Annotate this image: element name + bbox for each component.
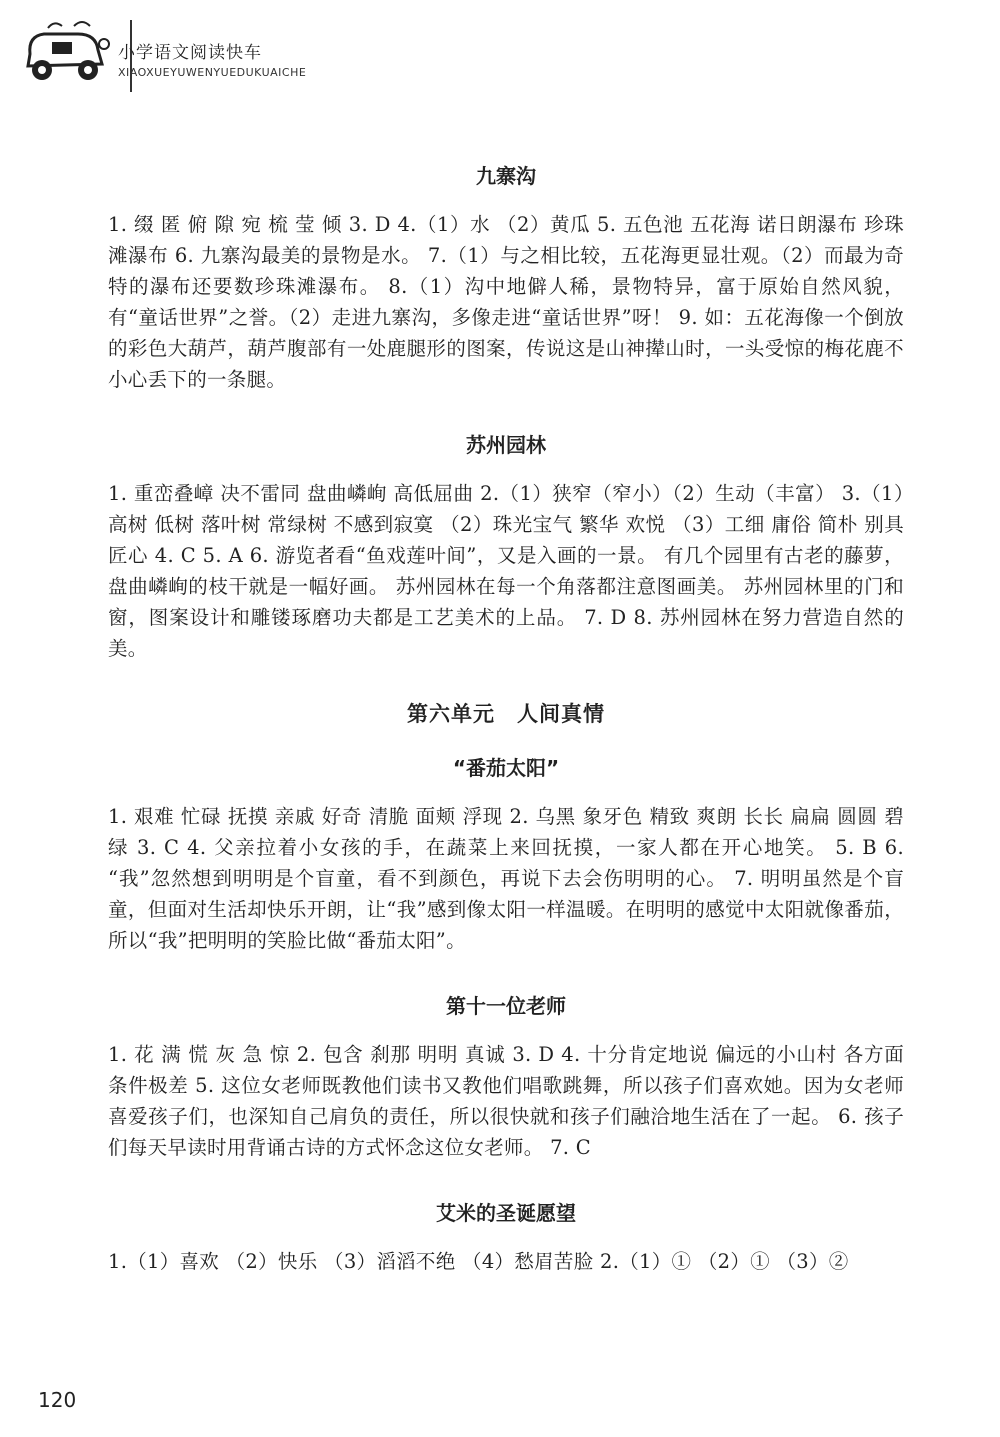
- section-title: 艾米的圣诞愿望: [436, 1201, 576, 1225]
- section-amy-christmas-wish: [108, 1197, 904, 1277]
- answer-paragraph: 1. 缀 匿 俯 隙 宛 梳 莹 倾 3. D 4.（1）水 （2）黄瓜 5. 五色池 五花海 诺日朗瀑布 珍珠滩瀑布 6. 九寨沟最美的景物是水。 7.（1）与之相比较，五花海更显壮观。（2）而最为奇特的瀑布还要数珍珠滩瀑布。 8.（1）沟中地僻人稀，景物特异，富于原始自然风貌，有“童话世界”之誉。（2）走进九寨沟，多像走进“童话世界”呀！ 9. 如：五花海像一个倒放的彩色大葫芦，葫芦腹部有一处鹿腿形的图案，传说这是山神撵山时，一头受惊的梅花鹿不小心丢下的一条腿。: [108, 213, 904, 391]
- section-tomato-sun: [108, 752, 904, 956]
- running-header: [18, 14, 518, 84]
- answer-paragraph: 1.（1）喜欢 （2）快乐 （3）滔滔不绝 （4）愁眉苦脸 2.（1）① （2）① （3）②: [108, 1250, 849, 1273]
- unit-title: 第六单元 人间真情: [407, 701, 605, 726]
- section-suzhou-gardens: [108, 429, 904, 664]
- page-number: 120: [38, 1388, 77, 1412]
- answer-paragraph: 1. 艰难 忙碌 抚摸 亲戚 好奇 清脆 面颊 浮现 2. 乌黑 象牙色 精致 爽朗 长长 扁扁 圆圆 碧绿 3. C 4. 父亲拉着小女孩的手，在蔬菜上来回抚摸，一家人都在开心地笑。 5. B 6. “我”忽然想到明明是个盲童，看不到颜色，再说下去会伤明明的心。 7. 明明虽然是个盲童，但面对生活却快乐开朗，让“我”感到像太阳一样温暖。在明明的感觉中太阳就像番茄，所以“我”把明明的笑脸比做“番茄太阳”。: [108, 805, 904, 952]
- section-title: 苏州园林: [466, 433, 546, 457]
- bus-logo-icon: [18, 14, 118, 84]
- book-title-pinyin: XIAOXUEYUWENYUEDUKUAICHE: [118, 66, 307, 79]
- answer-content: [108, 160, 904, 1311]
- section-title: 第十一位老师: [446, 994, 566, 1018]
- section-jiuzhaigou: [108, 160, 904, 395]
- section-title: 九寨沟: [476, 164, 536, 188]
- section-title: “番茄太阳”: [452, 756, 560, 780]
- answer-paragraph: 1. 重峦叠嶂 决不雷同 盘曲嶙峋 高低屈曲 2.（1）狭窄（窄小）（2）生动（丰富） 3.（1）高树 低树 落叶树 常绿树 不感到寂寞 （2）珠光宝气 繁华 欢悦 （3）工细 庸俗 简朴 别具匠心 4. C 5. A 6. 游览者看“鱼戏莲叶间”，又是入画的一景。 有几个园里有古老的藤萝，盘曲嶙峋的枝干就是一幅好画。 苏州园林在每一个角落都注意图画美。 苏州园林里的门和窗，图案设计和雕镂琢磨功夫都是工艺美术的上品。 7. D 8. 苏州园林在努力营造自然的美。: [108, 482, 904, 660]
- book-title: 小学语文阅读快车: [118, 43, 262, 63]
- section-eleventh-teacher: [108, 990, 904, 1163]
- answer-paragraph: 1. 花 满 慌 灰 急 惊 2. 包含 刹那 明明 真诚 3. D 4. 十分肯定地说 偏远的小山村 各方面条件极差 5. 这位女老师既教他们读书又教他们唱歌跳舞，所以孩子们喜欢她。因为女老师喜爱孩子们，也深知自己肩负的责任，所以很快就和孩子们融洽地生活在了一起。 6. 孩子们每天早读时用背诵古诗的方式怀念这位女老师。 7. C: [108, 1043, 904, 1159]
